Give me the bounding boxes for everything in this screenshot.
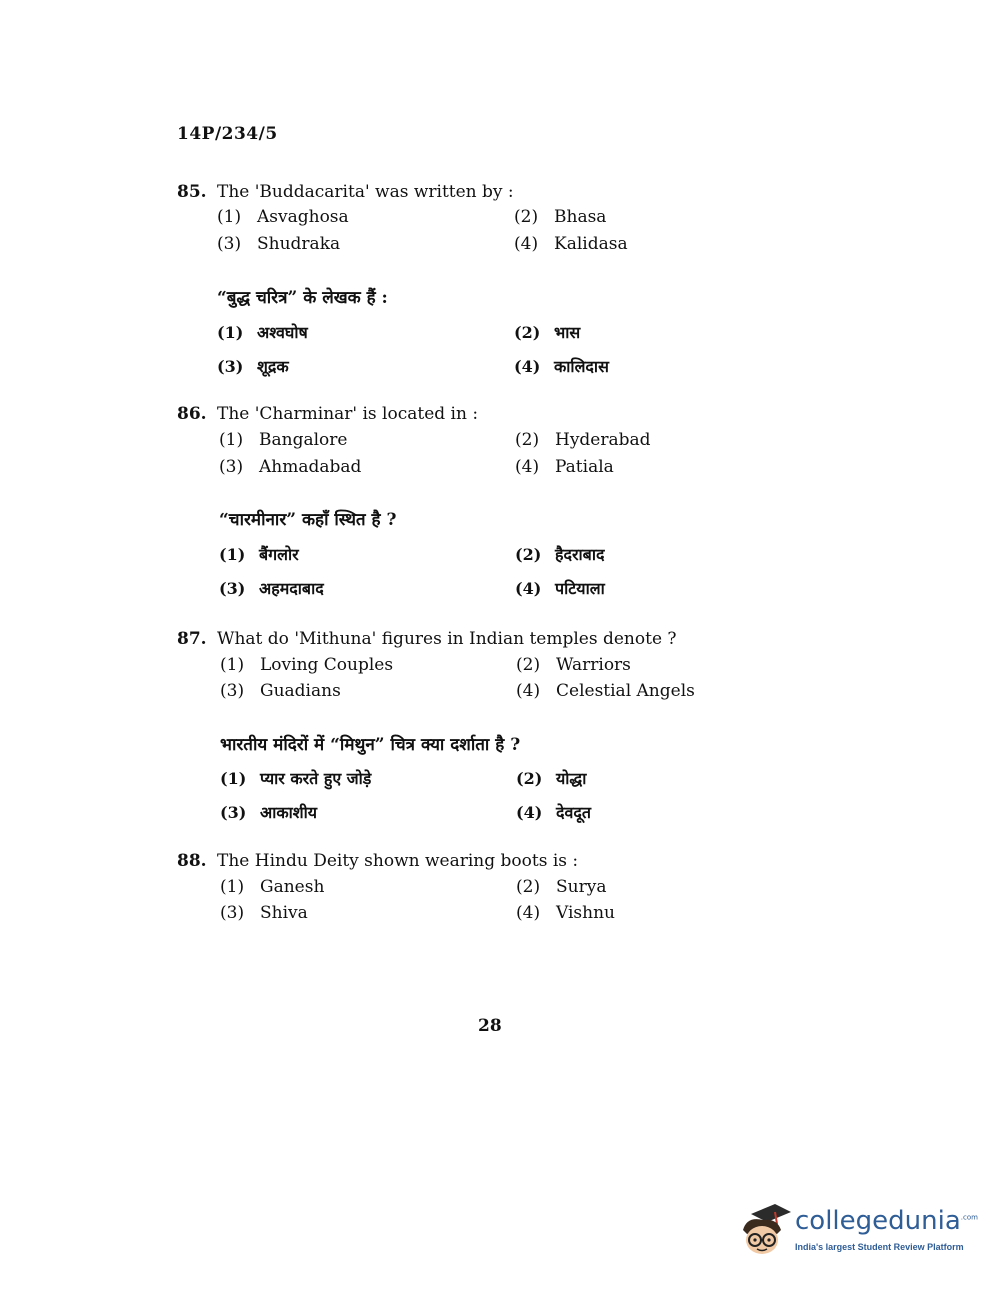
option-1: (1) Asvaghosa <box>217 207 349 227</box>
option-3: (3) Guadians <box>220 681 341 701</box>
hindi-option-4: (4) कालिदास <box>514 357 609 376</box>
hindi-option-3: (3) शूद्रक <box>217 357 289 376</box>
option-4: (4) Celestial Angels <box>516 681 695 701</box>
question-85 <box>177 181 797 376</box>
option-2: (2) Hyderabad <box>515 430 651 450</box>
question-english: The Hindu Deity shown wearing boots is : <box>217 851 579 871</box>
hindi-option-1: (1) बैंगलोर <box>219 545 299 564</box>
question-text <box>177 403 797 425</box>
option-1: (1) Bangalore <box>219 430 348 450</box>
question-87 <box>177 628 797 822</box>
logo-brand: collegedunia$^{.com}$ <box>795 1206 978 1236</box>
hindi-option-1: (1) अश्वघोष <box>217 323 308 342</box>
collegedunia-logo <box>737 1200 978 1262</box>
question-text <box>177 628 797 650</box>
option-2: (2) Warriors <box>516 655 631 675</box>
question-text <box>177 181 797 203</box>
option-4: (4) Kalidasa <box>514 234 628 254</box>
hindi-option-3: (3) आकाशीय <box>220 803 318 822</box>
hindi-option-2: (2) योद्धा <box>516 769 587 788</box>
option-4: (4) Vishnu <box>516 903 615 923</box>
hindi-option-2: (2) हैदराबाद <box>515 545 605 564</box>
option-1: (1) Loving Couples <box>220 655 394 675</box>
question-english: What do 'Mithuna' figures in Indian temples denote ? <box>217 629 677 649</box>
question-english: The 'Buddacarita' was written by : <box>217 182 514 202</box>
option-3: (3) Shudraka <box>217 234 341 254</box>
page-number: 28 <box>478 1016 502 1036</box>
question-number: 87. <box>177 629 207 649</box>
hindi-option-3: (3) अहमदाबाद <box>219 579 324 598</box>
logo-tagline: India's largest Student Review Platform <box>795 1242 964 1252</box>
hindi-option-4: (4) देवदूत <box>516 803 592 822</box>
question-86 <box>177 403 797 598</box>
option-2: (2) Surya <box>516 877 607 897</box>
question-hindi: भारतीय मंदिरों में “मिथुन” चित्र क्या दर्शाता है ? <box>220 735 521 755</box>
question-english: The 'Charminar' is located in : <box>217 404 479 424</box>
question-number: 86. <box>177 404 207 424</box>
hindi-option-2: (2) भास <box>514 323 581 342</box>
hindi-option-4: (4) पटियाला <box>515 579 605 598</box>
option-4: (4) Patiala <box>515 457 614 477</box>
question-hindi: “चारमीनार” कहाँ स्थित है ? <box>219 510 397 530</box>
paper-code: 14P/234/5 <box>177 124 278 144</box>
question-88 <box>177 850 797 923</box>
option-2: (2) Bhasa <box>514 207 607 227</box>
question-number: 88. <box>177 851 207 871</box>
mascot-icon <box>737 1200 793 1262</box>
question-hindi: “बुद्ध चरित्र” के लेखक हैं : <box>217 288 388 308</box>
hindi-option-1: (1) प्यार करते हुए जोड़े <box>220 769 372 788</box>
logo-suffix: .com <box>960 1213 978 1222</box>
option-3: (3) Shiva <box>220 903 308 923</box>
option-1: (1) Ganesh <box>220 877 325 897</box>
question-number: 85. <box>177 182 207 202</box>
option-3: (3) Ahmadabad <box>219 457 362 477</box>
question-text <box>177 850 797 872</box>
